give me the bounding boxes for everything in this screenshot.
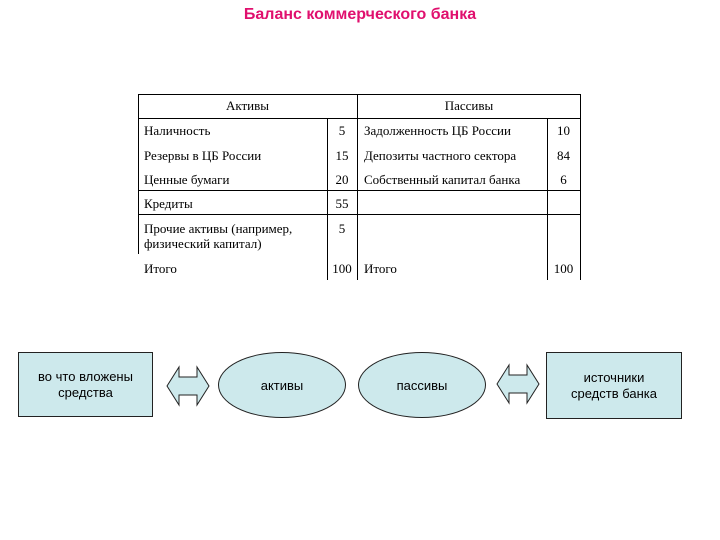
page-title: Баланс коммерческого банка <box>243 6 477 23</box>
liability-label: Собственный капитал банка <box>364 172 521 187</box>
liabilities-ellipse <box>358 352 486 418</box>
asset-value: 5 <box>338 123 346 138</box>
liability-total-value: 100 <box>553 261 574 276</box>
liability-total-label: Итого <box>364 261 397 276</box>
asset-label: Резервы в ЦБ России <box>144 148 262 163</box>
asset-label: Прочие активы (например, <box>144 221 293 236</box>
liability-label: Депозиты частного сектора <box>364 148 517 163</box>
liabilities-ellipse-label: пассивы <box>396 377 448 393</box>
funding-sources-box-label: источники средств банка <box>571 369 657 401</box>
liability-label: Задолженность ЦБ России <box>364 123 511 138</box>
double-arrow-icon <box>496 362 540 406</box>
asset-total-value: 100 <box>332 261 352 276</box>
funding-sources-box <box>546 352 682 419</box>
assets-ellipse <box>218 352 346 418</box>
liability-value: 84 <box>557 148 570 163</box>
investment-box-label: во что вложены средства <box>38 368 133 400</box>
asset-label: Ценные бумаги <box>144 172 230 187</box>
asset-label: физический капитал) <box>144 236 262 251</box>
assets-ellipse-label: активы <box>260 377 304 393</box>
asset-value: 5 <box>338 221 346 236</box>
asset-label: Кредиты <box>144 196 193 211</box>
asset-value: 20 <box>335 172 349 187</box>
asset-label: Наличность <box>144 123 211 138</box>
investment-box <box>18 352 153 417</box>
liability-value: 6 <box>560 172 567 187</box>
asset-total-label: Итого <box>144 261 177 276</box>
balance-table <box>138 94 581 280</box>
double-arrow-icon <box>166 364 210 408</box>
liabilities-header: Пассивы <box>444 98 494 113</box>
asset-value: 15 <box>335 148 349 163</box>
assets-header: Активы <box>225 98 270 113</box>
liability-value: 10 <box>557 123 570 138</box>
asset-value: 55 <box>335 196 349 211</box>
